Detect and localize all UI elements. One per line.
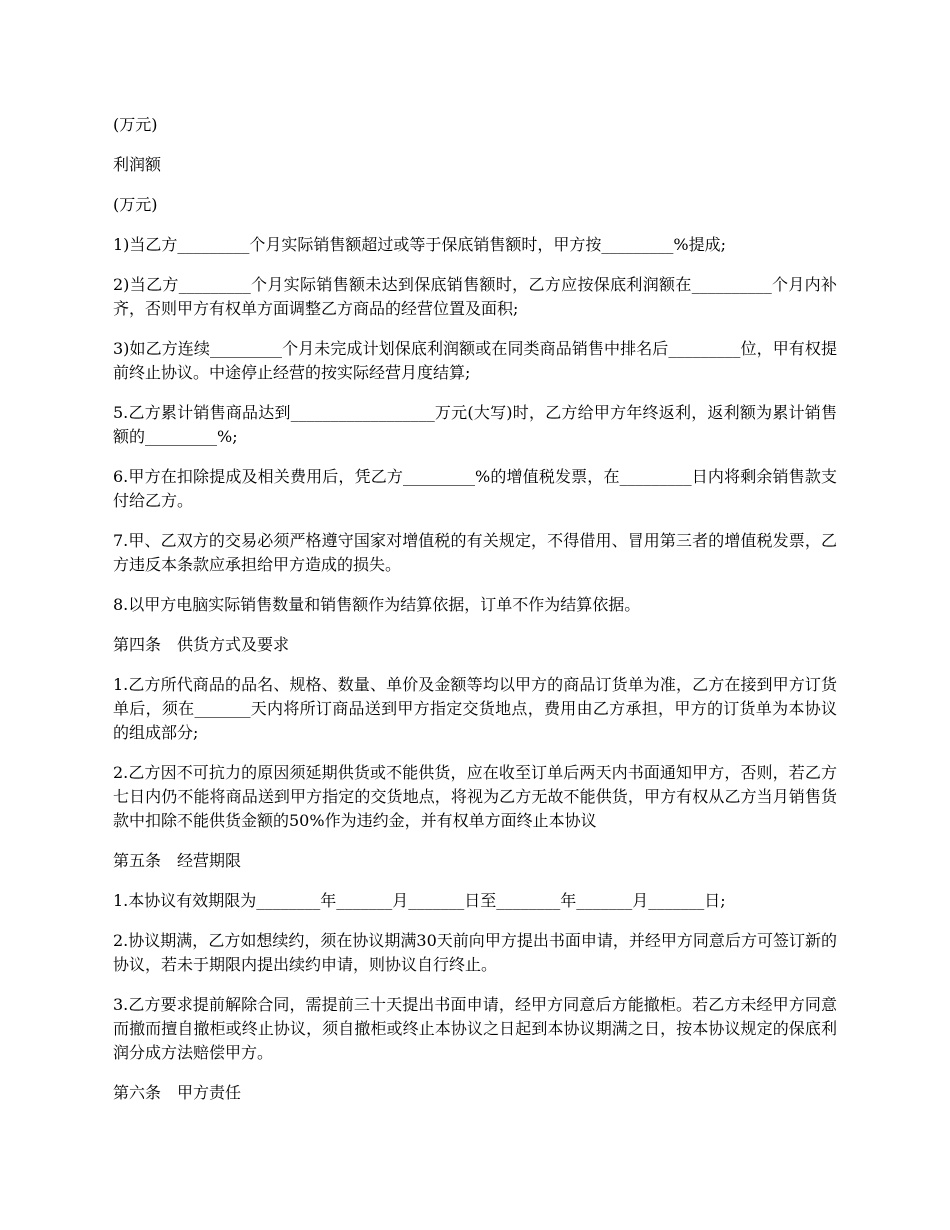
profit-label: 利润额 [113,155,162,174]
clause-8: 8.以甲方电脑实际销售数量和销售额作为结算依据，订单不作为结算依据。 [113,595,641,614]
clause-2: 2)当乙方_________个月实际销售额未达到保底销售额时，乙方应按保底利润额在__________个月内补齐，否则甲方有权单方面调整乙方商品的经营位置及面积; [113,275,837,318]
section-heading-6: 第六条 甲方责任 [113,1083,242,1102]
clause-5: 5.乙方累计销售商品达到__________________万元(大写)时，乙方给甲方年终返利，返利额为累计销售额的_________%; [113,403,837,446]
supply-clause-1: 1.乙方所代商品的品名、规格、数量、单价及金额等均以甲方的商品订货单为准，乙方在接到甲方订货单后，须在_______天内将所订商品送到甲方指定交货地点，费用由乙方承担，甲方的订货单为本协议的组成部分; [113,675,837,742]
term-clause-3: 3.乙方要求提前解除合同，需提前三十天提出书面申请，经甲方同意后方能撤柜。若乙方未经甲方同意而撤而擅自撤柜或终止协议，须自撤柜或终止本协议之日起到本协议期满之日，按本协议规定的保底利润分成方法赔偿甲方。 [113,995,837,1062]
term-clause-2: 2.协议期满，乙方如想续约，须在协议期满30天前向甲方提出书面申请，并经甲方同意后方可签订新的协议，若未于期限内提出续约申请，则协议自行终止。 [113,931,837,974]
term-clause-1: 1.本协议有效期限为________年_______月_______日至________年_______月_______日; [113,891,726,910]
document-page [113,113,837,1121]
supply-clause-2: 2.乙方因不可抗力的原因须延期供货或不能供货，应在收至订单后两天内书面通知甲方，否则，若乙方七日内仍不能将商品送到甲方指定的交货地点，将视为乙方无故不能供货，甲方有权从乙方当月销售货款中扣除不能供货金额的50%作为违约金，并有权单方面终止本协议 [113,763,837,830]
clause-1: 1)当乙方_________个月实际销售额超过或等于保底销售额时，甲方按_________%提成; [113,235,727,254]
unit-label-2: (万元) [113,195,158,214]
unit-label-1: (万元) [113,115,158,134]
section-heading-5: 第五条 经营期限 [113,851,242,870]
clause-3: 3)如乙方连续_________个月未完成计划保底利润额或在同类商品销售中排名后_________位，甲有权提前终止协议。中途停止经营的按实际经营月度结算; [113,339,837,382]
section-heading-4: 第四条 供货方式及要求 [113,635,290,654]
clause-7: 7.甲、乙双方的交易必须严格遵守国家对增值税的有关规定，不得借用、冒用第三者的增值税发票，乙方违反本条款应承担给甲方造成的损失。 [113,531,837,574]
clause-6: 6.甲方在扣除提成及相关费用后，凭乙方_________%的增值税发票，在_________日内将剩余销售款支付给乙方。 [113,467,837,510]
